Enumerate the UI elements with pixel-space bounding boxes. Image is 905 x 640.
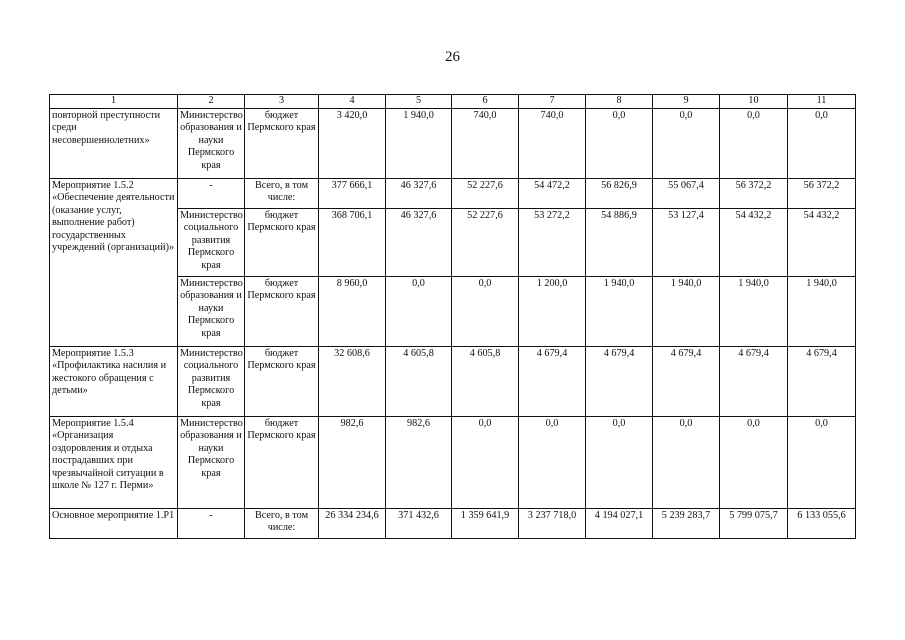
table-row xyxy=(50,109,856,179)
value-cell: 53 127,4 xyxy=(653,209,720,277)
value-cell: 0,0 xyxy=(720,417,788,509)
value-cell: 0,0 xyxy=(452,417,519,509)
column-header: 1 xyxy=(50,95,178,109)
activity-name-cell: Мероприятие 1.5.3 «Профилактика насилия и жестокого обращения с детьми» xyxy=(50,347,178,417)
column-header: 2 xyxy=(178,95,245,109)
value-cell: 4 194 027,1 xyxy=(586,509,653,539)
activity-name-cell: Мероприятие 1.5.2 «Обеспечение деятельности (оказание услуг, выполнение работ) государственных учреждений (организаций)» xyxy=(50,179,178,347)
funding-source-cell: бюджет Пермского края xyxy=(245,109,319,179)
table-row xyxy=(50,417,856,509)
value-cell: 982,6 xyxy=(386,417,452,509)
value-cell: 1 940,0 xyxy=(653,277,720,347)
value-cell: 740,0 xyxy=(452,109,519,179)
column-header: 6 xyxy=(452,95,519,109)
funding-source-cell: бюджет Пермского края xyxy=(245,277,319,347)
value-cell: 26 334 234,6 xyxy=(319,509,386,539)
funding-source-cell: бюджет Пермского края xyxy=(245,347,319,417)
table-row xyxy=(50,509,856,539)
executor-cell: - xyxy=(178,509,245,539)
value-cell: 4 679,4 xyxy=(720,347,788,417)
value-cell: 0,0 xyxy=(452,277,519,347)
value-cell: 54 472,2 xyxy=(519,179,586,209)
value-cell: 0,0 xyxy=(653,417,720,509)
column-header: 3 xyxy=(245,95,319,109)
value-cell: 54 432,2 xyxy=(788,209,856,277)
value-cell: 56 372,2 xyxy=(720,179,788,209)
value-cell: 0,0 xyxy=(586,417,653,509)
header-row xyxy=(50,95,856,109)
value-cell: 1 359 641,9 xyxy=(452,509,519,539)
executor-cell: Министерство образования и науки Пермского края xyxy=(178,417,245,509)
table-row xyxy=(50,179,856,209)
value-cell: 4 679,4 xyxy=(788,347,856,417)
value-cell: 56 826,9 xyxy=(586,179,653,209)
value-cell: 4 679,4 xyxy=(519,347,586,417)
column-header: 9 xyxy=(653,95,720,109)
value-cell: 1 940,0 xyxy=(386,109,452,179)
value-cell: 0,0 xyxy=(386,277,452,347)
funding-source-cell: Всего, в том числе: xyxy=(245,509,319,539)
value-cell: 368 706,1 xyxy=(319,209,386,277)
value-cell: 54 886,9 xyxy=(586,209,653,277)
value-cell: 4 679,4 xyxy=(586,347,653,417)
value-cell: 0,0 xyxy=(653,109,720,179)
executor-cell: Министерство образования и науки Пермского края xyxy=(178,109,245,179)
funding-source-cell: бюджет Пермского края xyxy=(245,209,319,277)
value-cell: 4 679,4 xyxy=(653,347,720,417)
activity-name-cell: повторной преступности среди несовершеннолетних» xyxy=(50,109,178,179)
table-row xyxy=(50,347,856,417)
value-cell: 1 940,0 xyxy=(788,277,856,347)
value-cell: 0,0 xyxy=(788,109,856,179)
funding-source-cell: бюджет Пермского края xyxy=(245,417,319,509)
value-cell: 1 940,0 xyxy=(720,277,788,347)
value-cell: 32 608,6 xyxy=(319,347,386,417)
value-cell: 55 067,4 xyxy=(653,179,720,209)
value-cell: 982,6 xyxy=(319,417,386,509)
value-cell: 8 960,0 xyxy=(319,277,386,347)
value-cell: 46 327,6 xyxy=(386,179,452,209)
column-header: 5 xyxy=(386,95,452,109)
value-cell: 53 272,2 xyxy=(519,209,586,277)
value-cell: 4 605,8 xyxy=(452,347,519,417)
value-cell: 740,0 xyxy=(519,109,586,179)
value-cell: 52 227,6 xyxy=(452,209,519,277)
activity-name-cell: Основное мероприятие 1.Р1 xyxy=(50,509,178,539)
value-cell: 0,0 xyxy=(720,109,788,179)
column-header: 10 xyxy=(720,95,788,109)
activity-name-cell: Мероприятие 1.5.4 «Организация оздоровления и отдыха пострадавших при чрезвычайной ситуации в школе № 127 г. Перми» xyxy=(50,417,178,509)
value-cell: 5 239 283,7 xyxy=(653,509,720,539)
column-header: 11 xyxy=(788,95,856,109)
executor-cell: Министерство социального развития Пермского края xyxy=(178,347,245,417)
column-header: 7 xyxy=(519,95,586,109)
value-cell: 52 227,6 xyxy=(452,179,519,209)
column-header: 8 xyxy=(586,95,653,109)
value-cell: 3 237 718,0 xyxy=(519,509,586,539)
value-cell: 1 940,0 xyxy=(586,277,653,347)
value-cell: 6 133 055,6 xyxy=(788,509,856,539)
value-cell: 4 605,8 xyxy=(386,347,452,417)
executor-cell: Министерство образования и науки Пермского края xyxy=(178,277,245,347)
value-cell: 1 200,0 xyxy=(519,277,586,347)
value-cell: 5 799 075,7 xyxy=(720,509,788,539)
value-cell: 56 372,2 xyxy=(788,179,856,209)
value-cell: 0,0 xyxy=(586,109,653,179)
funding-source-cell: Всего, в том числе: xyxy=(245,179,319,209)
value-cell: 54 432,2 xyxy=(720,209,788,277)
executor-cell: Министерство социального развития Пермского края xyxy=(178,209,245,277)
value-cell: 0,0 xyxy=(519,417,586,509)
page-number: 26 xyxy=(445,49,460,65)
value-cell: 0,0 xyxy=(788,417,856,509)
column-header: 4 xyxy=(319,95,386,109)
value-cell: 3 420,0 xyxy=(319,109,386,179)
value-cell: 46 327,6 xyxy=(386,209,452,277)
executor-cell: - xyxy=(178,179,245,209)
value-cell: 377 666,1 xyxy=(319,179,386,209)
value-cell: 371 432,6 xyxy=(386,509,452,539)
budget-table xyxy=(49,94,856,539)
